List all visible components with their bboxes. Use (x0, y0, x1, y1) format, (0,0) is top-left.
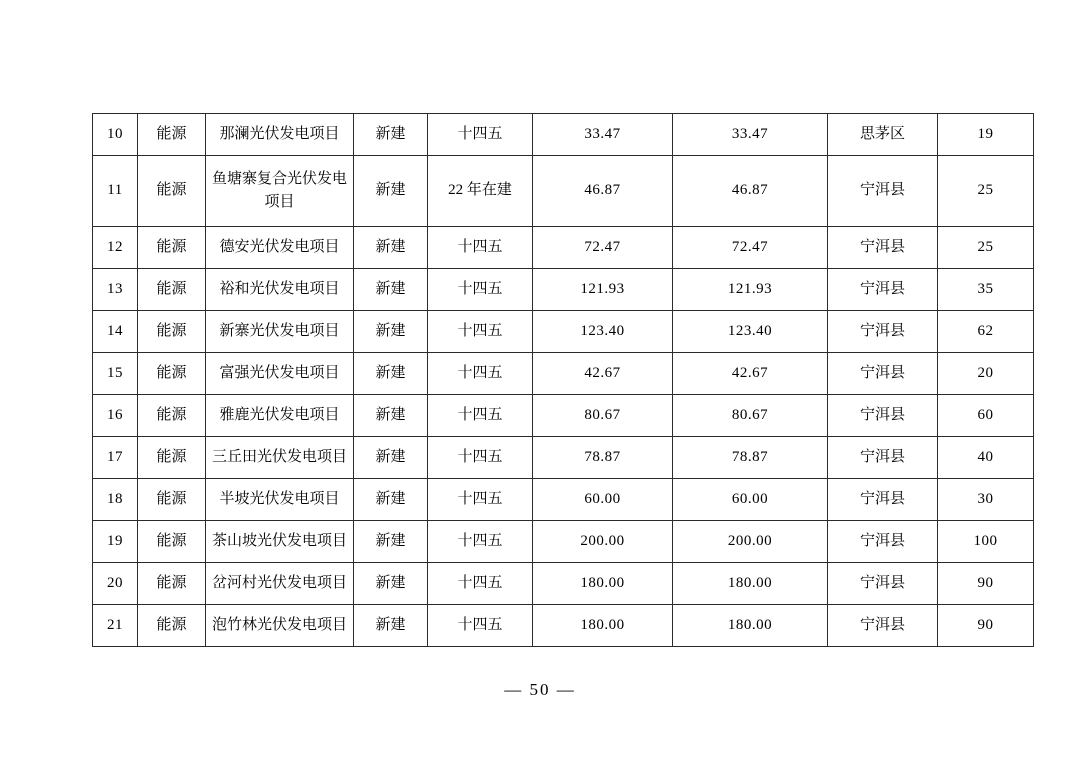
cell-项目名称: 岔河村光伏发电项目 (206, 563, 354, 605)
cell-建设时序: 十四五 (428, 437, 533, 479)
cell-建设时序: 十四五 (428, 521, 533, 563)
cell-总投资: 200.00 (533, 521, 673, 563)
cell-建设性质: 新建 (354, 227, 428, 269)
cell-总投资: 46.87 (533, 156, 673, 227)
cell-项目名称: 新寨光伏发电项目 (206, 311, 354, 353)
table-row (93, 114, 1034, 156)
cell-序号: 17 (93, 437, 138, 479)
cell-建设时序: 十四五 (428, 114, 533, 156)
cell-项目名称: 雅鹿光伏发电项目 (206, 395, 354, 437)
cell-建设性质: 新建 (354, 311, 428, 353)
cell-建设性质: 新建 (354, 521, 428, 563)
cell-装机规模: 19 (938, 114, 1034, 156)
cell-建设时序: 十四五 (428, 311, 533, 353)
cell-项目名称: 泡竹林光伏发电项目 (206, 605, 354, 647)
cell-序号: 10 (93, 114, 138, 156)
cell-十四五投资: 123.40 (673, 311, 828, 353)
cell-行业: 能源 (138, 437, 206, 479)
cell-序号: 11 (93, 156, 138, 227)
cell-总投资: 121.93 (533, 269, 673, 311)
table-row (93, 395, 1034, 437)
cell-行业: 能源 (138, 156, 206, 227)
cell-序号: 20 (93, 563, 138, 605)
cell-总投资: 80.67 (533, 395, 673, 437)
cell-序号: 21 (93, 605, 138, 647)
cell-建设时序: 22 年在建 (428, 156, 533, 227)
table-row (93, 563, 1034, 605)
cell-建设性质: 新建 (354, 605, 428, 647)
cell-建设时序: 十四五 (428, 605, 533, 647)
cell-十四五投资: 121.93 (673, 269, 828, 311)
table-body (93, 114, 1034, 647)
cell-十四五投资: 80.67 (673, 395, 828, 437)
cell-所在地: 宁洱县 (828, 395, 938, 437)
cell-建设性质: 新建 (354, 479, 428, 521)
cell-十四五投资: 180.00 (673, 605, 828, 647)
cell-建设性质: 新建 (354, 156, 428, 227)
cell-建设时序: 十四五 (428, 269, 533, 311)
cell-建设时序: 十四五 (428, 395, 533, 437)
cell-十四五投资: 33.47 (673, 114, 828, 156)
cell-总投资: 123.40 (533, 311, 673, 353)
cell-装机规模: 25 (938, 156, 1034, 227)
cell-建设时序: 十四五 (428, 479, 533, 521)
cell-所在地: 宁洱县 (828, 353, 938, 395)
cell-十四五投资: 42.67 (673, 353, 828, 395)
project-table (92, 113, 1034, 647)
cell-建设性质: 新建 (354, 353, 428, 395)
table-row (93, 479, 1034, 521)
table-row (93, 605, 1034, 647)
cell-所在地: 宁洱县 (828, 311, 938, 353)
cell-行业: 能源 (138, 114, 206, 156)
cell-装机规模: 35 (938, 269, 1034, 311)
cell-总投资: 180.00 (533, 563, 673, 605)
cell-总投资: 33.47 (533, 114, 673, 156)
cell-所在地: 宁洱县 (828, 479, 938, 521)
cell-行业: 能源 (138, 269, 206, 311)
cell-行业: 能源 (138, 479, 206, 521)
cell-序号: 19 (93, 521, 138, 563)
cell-十四五投资: 180.00 (673, 563, 828, 605)
cell-建设时序: 十四五 (428, 227, 533, 269)
cell-总投资: 180.00 (533, 605, 673, 647)
cell-所在地: 宁洱县 (828, 227, 938, 269)
cell-序号: 12 (93, 227, 138, 269)
cell-序号: 18 (93, 479, 138, 521)
cell-装机规模: 25 (938, 227, 1034, 269)
cell-装机规模: 40 (938, 437, 1034, 479)
cell-十四五投资: 72.47 (673, 227, 828, 269)
cell-装机规模: 100 (938, 521, 1034, 563)
cell-项目名称: 德安光伏发电项目 (206, 227, 354, 269)
cell-行业: 能源 (138, 311, 206, 353)
cell-行业: 能源 (138, 227, 206, 269)
table-row (93, 353, 1034, 395)
cell-总投资: 42.67 (533, 353, 673, 395)
cell-装机规模: 20 (938, 353, 1034, 395)
cell-十四五投资: 46.87 (673, 156, 828, 227)
cell-总投资: 60.00 (533, 479, 673, 521)
cell-总投资: 78.87 (533, 437, 673, 479)
cell-装机规模: 62 (938, 311, 1034, 353)
cell-所在地: 思茅区 (828, 114, 938, 156)
cell-行业: 能源 (138, 353, 206, 395)
cell-所在地: 宁洱县 (828, 269, 938, 311)
table-row (93, 437, 1034, 479)
cell-序号: 14 (93, 311, 138, 353)
cell-项目名称: 三丘田光伏发电项目 (206, 437, 354, 479)
cell-序号: 15 (93, 353, 138, 395)
cell-所在地: 宁洱县 (828, 437, 938, 479)
cell-装机规模: 60 (938, 395, 1034, 437)
cell-建设性质: 新建 (354, 114, 428, 156)
cell-行业: 能源 (138, 395, 206, 437)
table-row (93, 311, 1034, 353)
cell-建设性质: 新建 (354, 269, 428, 311)
page-number: — 50 — (504, 680, 576, 699)
cell-十四五投资: 78.87 (673, 437, 828, 479)
cell-建设时序: 十四五 (428, 353, 533, 395)
cell-总投资: 72.47 (533, 227, 673, 269)
cell-序号: 13 (93, 269, 138, 311)
project-table-container (92, 113, 998, 647)
table-row (93, 156, 1034, 227)
cell-装机规模: 90 (938, 563, 1034, 605)
cell-建设性质: 新建 (354, 563, 428, 605)
cell-行业: 能源 (138, 605, 206, 647)
cell-项目名称: 裕和光伏发电项目 (206, 269, 354, 311)
cell-项目名称: 那澜光伏发电项目 (206, 114, 354, 156)
table-row (93, 227, 1034, 269)
table-row (93, 269, 1034, 311)
cell-所在地: 宁洱县 (828, 521, 938, 563)
cell-建设性质: 新建 (354, 395, 428, 437)
cell-十四五投资: 60.00 (673, 479, 828, 521)
cell-行业: 能源 (138, 521, 206, 563)
cell-项目名称: 半坡光伏发电项目 (206, 479, 354, 521)
cell-所在地: 宁洱县 (828, 156, 938, 227)
cell-项目名称: 富强光伏发电项目 (206, 353, 354, 395)
cell-项目名称: 茶山坡光伏发电项目 (206, 521, 354, 563)
cell-十四五投资: 200.00 (673, 521, 828, 563)
cell-序号: 16 (93, 395, 138, 437)
cell-项目名称: 鱼塘寨复合光伏发电项目 (206, 156, 354, 227)
cell-所在地: 宁洱县 (828, 563, 938, 605)
cell-行业: 能源 (138, 563, 206, 605)
cell-所在地: 宁洱县 (828, 605, 938, 647)
cell-建设性质: 新建 (354, 437, 428, 479)
cell-建设时序: 十四五 (428, 563, 533, 605)
cell-装机规模: 30 (938, 479, 1034, 521)
table-row (93, 521, 1034, 563)
cell-装机规模: 90 (938, 605, 1034, 647)
